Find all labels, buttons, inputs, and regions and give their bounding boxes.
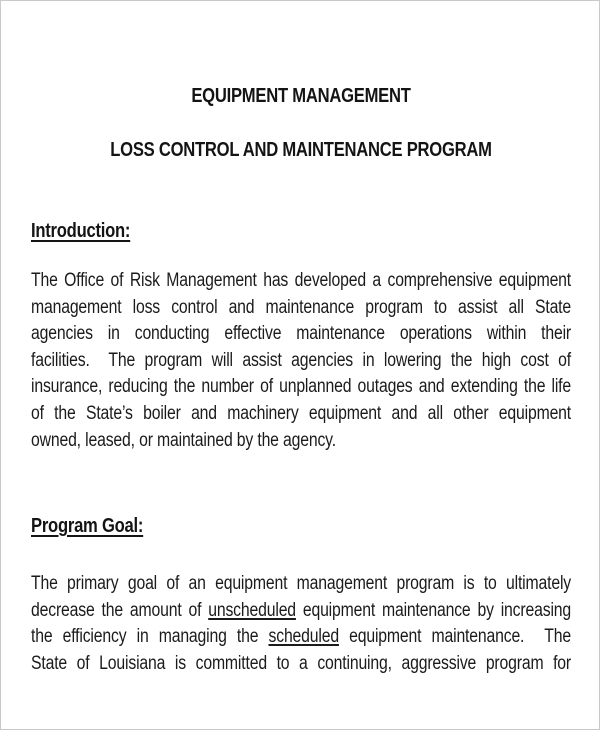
paragraph-line: insurance, reducing the number of unplanned outages and extending the life	[31, 376, 572, 398]
paragraph-line: facilities. The program will assist agencies in lowering the high cost of	[31, 349, 572, 371]
paragraph-line: The primary goal of an equipment management program is to ultimately	[31, 573, 572, 594]
paragraph-line: of the State’s boiler and machinery equipment and all other equipment	[31, 402, 572, 424]
paragraph-program-goal	[31, 571, 571, 677]
paragraph-line: owned, leased, or maintained by the agency.	[31, 429, 336, 451]
paragraph-line	[31, 624, 571, 651]
paragraph-line: management loss control and maintenance program to assist all State	[31, 296, 572, 318]
line-segment: the efficiency in managing the	[31, 626, 269, 648]
line-segment: equipment maintenance by increasing	[295, 599, 572, 621]
section-heading-introduction: Introduction:	[31, 220, 131, 242]
underlined-word-unscheduled: unscheduled	[208, 599, 296, 621]
paragraph-line	[31, 598, 571, 625]
section-heading-program-goal: Program Goal:	[31, 515, 144, 537]
paragraph-line: The Office of Risk Management has developed a comprehensive equipment	[31, 270, 572, 291]
line-segment: equipment maintenance. The	[338, 626, 572, 648]
paragraph-line: State of Louisiana is committed to a continuing, aggressive program for	[31, 652, 572, 674]
paragraph-introduction	[31, 268, 571, 454]
line-segment: decrease the amount of	[31, 599, 209, 621]
document-subtitle: LOSS CONTROL AND MAINTENANCE PROGRAM	[110, 139, 492, 161]
document-title: EQUIPMENT MANAGEMENT	[191, 85, 411, 107]
underlined-word-scheduled: scheduled	[268, 626, 339, 648]
paragraph-line: agencies in conducting effective maintenance operations within their	[31, 323, 572, 345]
